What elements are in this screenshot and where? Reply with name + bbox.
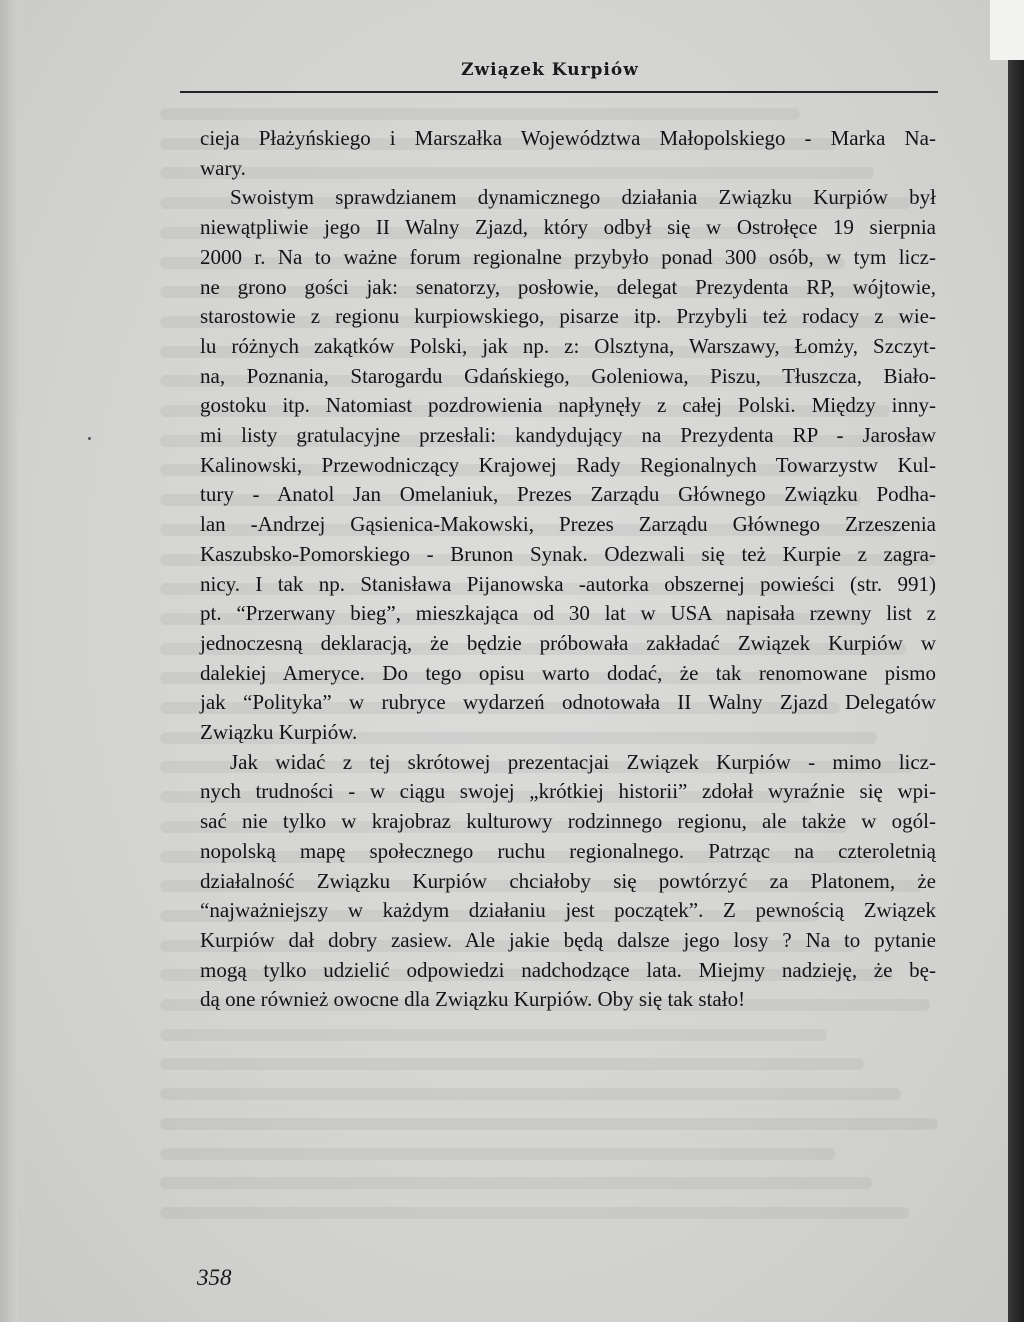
text-line: dą one również owocne dla Związku Kurpiów. Oby się tak stało!: [200, 987, 746, 1012]
page-corner: [990, 0, 1024, 60]
running-head: Związek Kurpiów: [461, 60, 639, 80]
text-line: Związku Kurpiów.: [200, 720, 358, 745]
text-line: jak “Polityka” w rubryce wydarzeń odnotowała II Walny Zjazd Delegatów: [200, 690, 936, 715]
text-line: sać nie tylko w krajobraz kulturowy rodzinnego regionu, ale także w ogól-: [200, 809, 936, 834]
text-line: starostowie z regionu kurpiowskiego, pisarze itp. Przybyli też rodacy z wie-: [200, 304, 936, 329]
text-line: “najważniejszy w każdym działaniu jest początek”. Z pewnością Związek: [200, 898, 936, 923]
page-right-edge: [1008, 0, 1024, 1322]
text-line: dalekiej Ameryce. Do tego opisu warto dodać, że tak renomowane pismo: [200, 660, 936, 685]
text-line: Swoistym sprawdzianem dynamicznego działania Związku Kurpiów był: [230, 185, 936, 210]
text-line: nopolską mapę społecznego ruchu regionalnego. Patrząc na czteroletnią: [200, 838, 936, 863]
text-line: ne grono gości jak: senatorzy, posłowie, delegat Prezydenta RP, wójtowie,: [200, 274, 936, 299]
text-line: Kaszubsko-Pomorskiego - Brunon Synak. Odezwali się też Kurpie z zagra-: [200, 541, 936, 566]
text-line: nych trudności - w ciągu swojej „krótkiej historii” zdołał wyraźnie się wpi-: [200, 779, 936, 804]
paragraph: [200, 748, 936, 1015]
page-number: 358: [197, 1265, 232, 1290]
text-line: niewątpliwie jego II Walny Zjazd, który odbył się w Ostrołęce 19 sierpnia: [200, 215, 936, 240]
page-left-edge: [0, 0, 18, 1322]
text-line: Kurpiów dał dobry zasiew. Ale jakie będą dalsze jego losy ? Na to pytanie: [200, 927, 936, 952]
text-line: jednoczesną deklaracją, że będzie próbowała zakładać Związek Kurpiów w: [200, 630, 936, 655]
text-line: lan -Andrzej Gąsienica-Makowski, Prezes Zarządu Głównego Zrzeszenia: [200, 512, 936, 537]
text-line: Kalinowski, Przewodniczący Krajowej Rady Regionalnych Towarzystw Kul-: [200, 452, 936, 477]
text-line: nicy. I tak np. Stanisława Pijanowska -autorka obszernej powieści (str. 991): [200, 571, 936, 596]
text-line: działalność Związku Kurpiów chciałoby się powtórzyć za Platonem, że: [200, 868, 936, 893]
text-line: gostoku itp. Natomiast pozdrowienia napłynęły z całej Polski. Między inny-: [200, 393, 936, 418]
text-line: mi listy gratulacyjne przesłali: kandydujący na Prezydenta RP - Jarosław: [200, 423, 936, 448]
header-rule: [180, 91, 938, 93]
text-line: na, Poznania, Starogardu Gdańskiego, Goleniowa, Piszu, Tłuszcza, Biało-: [200, 363, 936, 388]
paragraph: [200, 124, 936, 183]
text-line: lu różnych zakątków Polski, jak np. z: Olsztyna, Warszawy, Łomży, Szczyt-: [200, 333, 936, 358]
text-line: 2000 r. Na to ważne forum regionalne przybyło ponad 300 osób, w tym licz-: [200, 244, 936, 269]
text-line: wary.: [200, 155, 246, 180]
paragraph: [200, 183, 936, 747]
text-line: mogą tylko udzielić odpowiedzi nadchodzące lata. Miejmy nadzieję, że bę-: [200, 957, 936, 982]
body-text: [200, 124, 936, 1015]
text-line: pt. “Przerwany bieg”, mieszkająca od 30 lat w USA napisała rzewny list z: [200, 601, 936, 626]
scan-speck: [88, 437, 91, 440]
text-line: Jak widać z tej skrótowej prezentacjai Związek Kurpiów - mimo licz-: [230, 749, 936, 774]
text-line: tury - Anatol Jan Omelaniuk, Prezes Zarządu Głównego Związku Podha-: [200, 482, 936, 507]
text-line: cieja Płażyńskiego i Marszałka Województwa Małopolskiego - Marka Na-: [200, 126, 936, 150]
